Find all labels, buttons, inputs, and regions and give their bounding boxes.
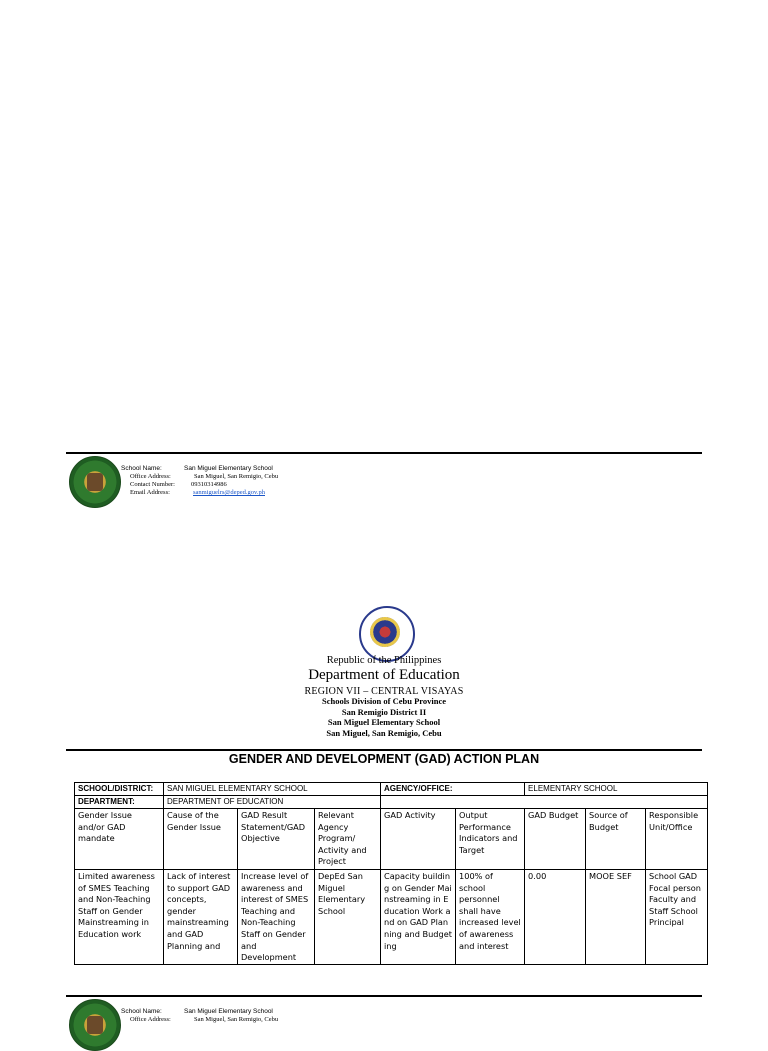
department-value: DEPARTMENT OF EDUCATION bbox=[164, 796, 381, 809]
table-cell bbox=[315, 869, 381, 964]
department-label: DEPARTMENT: bbox=[75, 796, 164, 809]
school-name: San Miguel Elementary School bbox=[184, 465, 273, 472]
table-cell bbox=[456, 869, 525, 964]
deped-seal-icon bbox=[359, 606, 415, 662]
column-header: GAD Activity bbox=[381, 809, 456, 870]
contact-label: Contact Number: bbox=[130, 481, 175, 488]
school-name: San Miguel Elementary School bbox=[184, 1008, 273, 1015]
column-header: Output Performance Indicators and Target bbox=[456, 809, 525, 870]
column-header: GAD Result Statement/GAD Objective bbox=[238, 809, 315, 870]
agency-label: AGENCY/OFFICE: bbox=[381, 783, 525, 796]
cause-text: Lack of interest to support GAD concepts, gender mainstreaming and GAD Planning and bbox=[167, 870, 231, 951]
office-address: San Miguel, San Remigio, Cebu bbox=[194, 473, 279, 480]
empty-cell bbox=[381, 796, 708, 809]
contact-number: 09310314986 bbox=[191, 481, 227, 488]
table-row bbox=[75, 869, 708, 964]
table-cell bbox=[381, 869, 456, 964]
school-name-label: School Name: bbox=[121, 465, 162, 472]
district-text: San Remigio District II bbox=[341, 707, 427, 717]
school-name-label: School Name: bbox=[121, 1008, 162, 1015]
division-text: Schools Division of Cebu Province bbox=[321, 696, 447, 706]
table-cell bbox=[238, 869, 315, 964]
region-text: REGION VII – CENTRAL VISAYAS bbox=[304, 686, 464, 697]
school-district-label: SCHOOL/DISTRICT: bbox=[75, 783, 164, 796]
bottom-rule bbox=[66, 995, 702, 997]
column-header: Responsible Unit/Office bbox=[646, 809, 708, 870]
column-header: GAD Budget bbox=[525, 809, 586, 870]
gender-issue-text: Limited awareness of SMES Teaching and Non-Teaching Staff on Gender Mainstreaming in Education work bbox=[78, 870, 155, 939]
table-cell bbox=[646, 869, 708, 964]
table-cell bbox=[75, 869, 164, 964]
republic-text: Republic of the Philippines bbox=[326, 655, 442, 666]
email-label: Email Address: bbox=[130, 489, 170, 496]
gad-activity-text: Capacity building on Gender Mainstreaming in Education Work and on GAD Planning and Budgeting bbox=[384, 870, 452, 951]
column-header-row bbox=[75, 809, 708, 870]
school-info-block bbox=[121, 465, 278, 497]
table-cell bbox=[164, 869, 238, 964]
column-header: Relevant Agency Program/ Activity and Project bbox=[315, 809, 381, 870]
school-seal-icon bbox=[69, 999, 121, 1051]
table-cell bbox=[525, 869, 586, 964]
office-address: San Miguel, San Remigio, Cebu bbox=[194, 1016, 279, 1023]
department-text: Department of Education bbox=[308, 667, 460, 683]
top-rule bbox=[66, 452, 702, 454]
column-header: Cause of the Gender Issue bbox=[164, 809, 238, 870]
meta-row-1 bbox=[75, 783, 708, 796]
program-text: DepEd San Miguel Elementary School bbox=[318, 870, 366, 916]
document-title: GENDER AND DEVELOPMENT (GAD) ACTION PLAN bbox=[228, 752, 540, 766]
email-link[interactable]: sanmiguelrs@deped.gov.ph bbox=[193, 489, 265, 496]
school-district-value: SAN MIGUEL ELEMENTARY SCHOOL bbox=[164, 783, 381, 796]
agency-value: ELEMENTARY SCHOOL bbox=[525, 783, 708, 796]
school-info-block-footer bbox=[121, 1008, 278, 1024]
meta-row-2 bbox=[75, 796, 708, 809]
table-cell bbox=[586, 869, 646, 964]
column-header: Source of Budget bbox=[586, 809, 646, 870]
indicators-text: 100% of school personnel shall have increased level of awareness and interest bbox=[459, 870, 521, 951]
budget-source-text: MOOE SEF bbox=[589, 870, 632, 881]
title-rule bbox=[66, 749, 702, 751]
gad-action-plan-table bbox=[74, 782, 708, 965]
responsible-unit-text: School GAD Focal person Faculty and Staff School Principal bbox=[649, 870, 701, 928]
address-text: San Miguel, San Remigio, Cebu bbox=[326, 728, 442, 738]
office-address-label: Office Address: bbox=[130, 473, 171, 480]
column-header: Gender Issue and/or GAD mandate bbox=[75, 809, 164, 870]
budget-text: 0.00 bbox=[528, 870, 547, 881]
office-address-label: Office Address: bbox=[130, 1016, 171, 1023]
result-statement-text: Increase level of awareness and interest of SMES Teaching and Non-Teaching Staff on Gender and Development bbox=[241, 870, 309, 963]
school-text: San Miguel Elementary School bbox=[327, 717, 441, 727]
school-seal-icon bbox=[69, 456, 121, 508]
